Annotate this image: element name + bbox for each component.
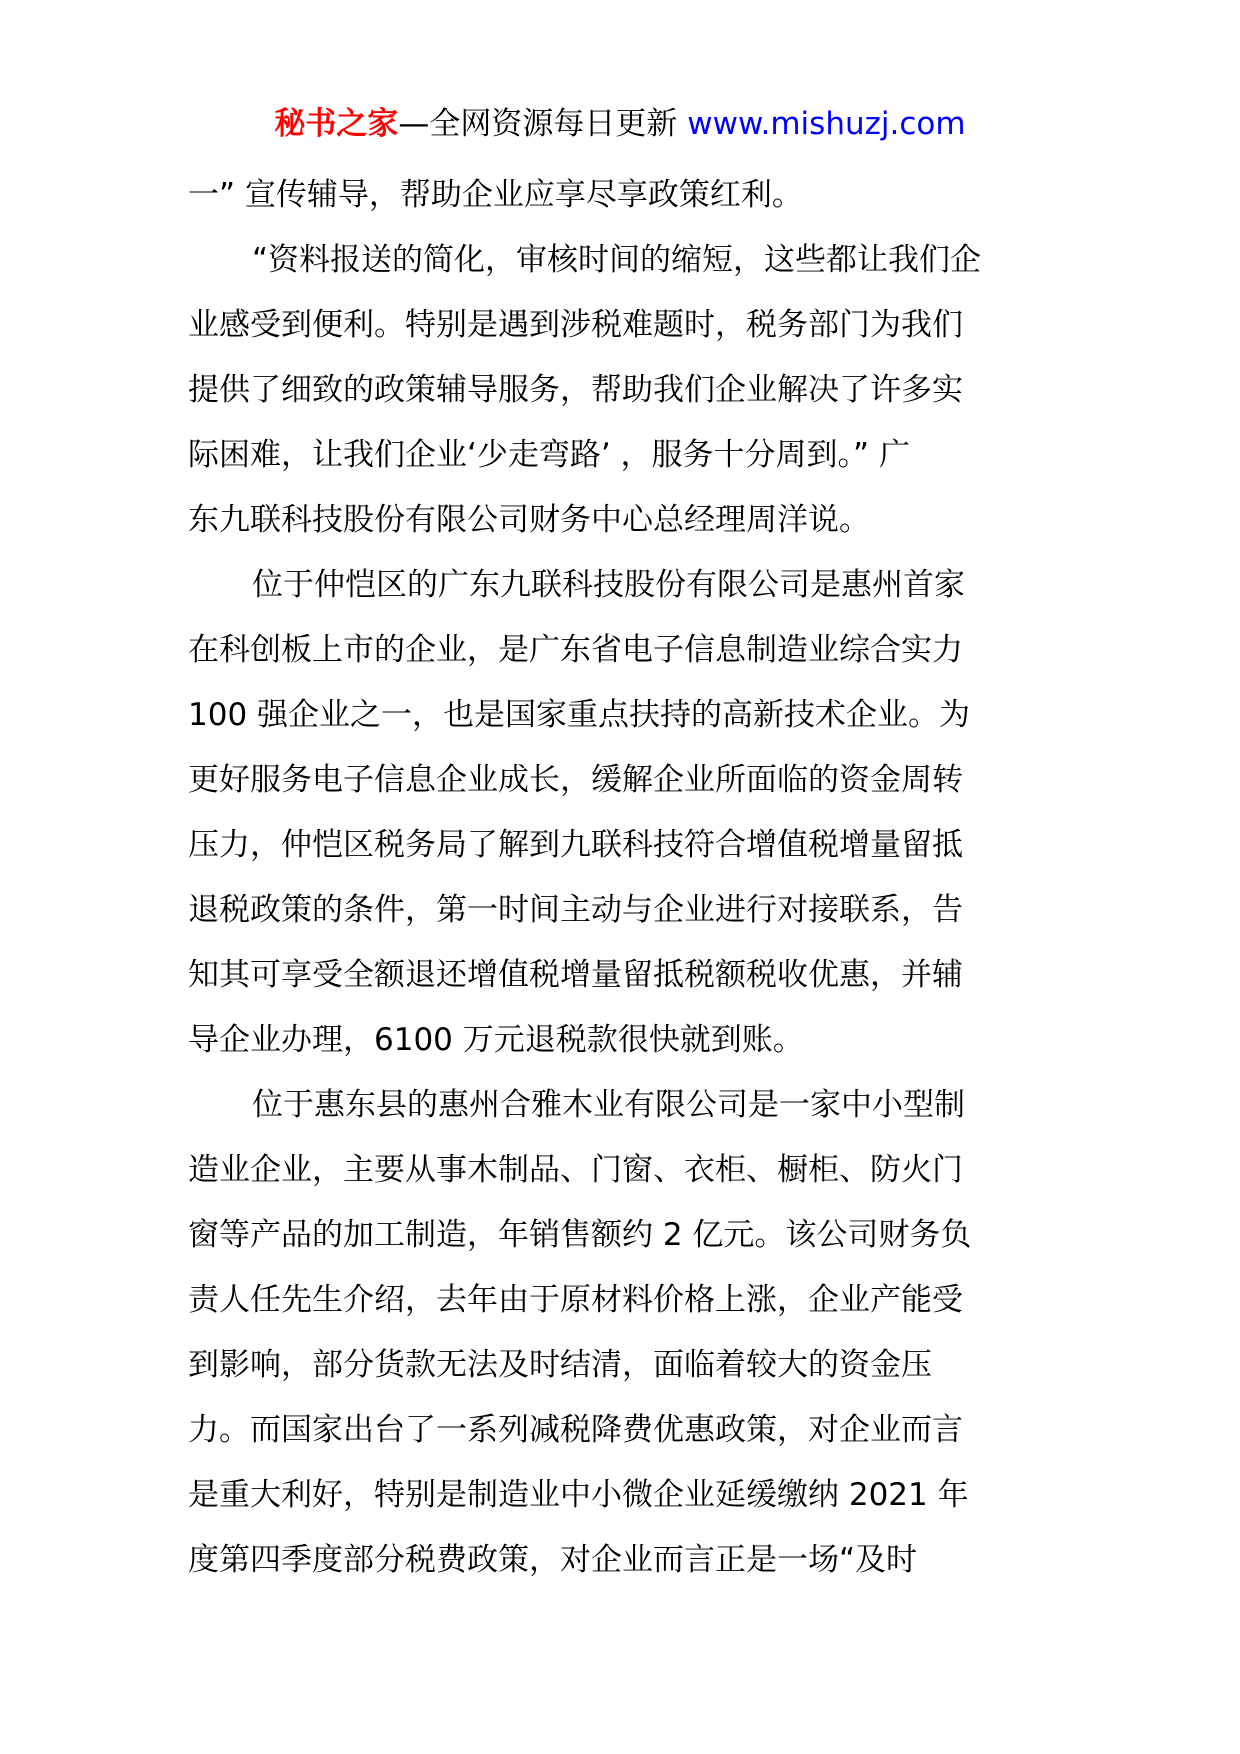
text-line: 责人任先生介绍，去年由于原材料价格上涨，企业产能受 xyxy=(188,1282,963,1318)
text-line: 导企业办理，6100 万元退税款很快就到账。 xyxy=(188,1022,804,1058)
paragraph-jiulian xyxy=(188,553,1058,1073)
paragraph-heya xyxy=(188,1073,1058,1593)
text-line: 东九联科技股份有限公司财务中心总经理周洋说。 xyxy=(188,502,870,538)
brand-name: 秘书之家 xyxy=(274,106,399,142)
text-line: 到影响，部分货款无法及时结清，面临着较大的资金压 xyxy=(188,1347,932,1383)
text-line: 退税政策的条件，第一时间主动与企业进行对接联系，告 xyxy=(188,892,963,928)
text-line: 造业企业，主要从事木制品、门窗、衣柜、橱柜、防火门 xyxy=(188,1152,963,1188)
text-line: 位于仲恺区的广东九联科技股份有限公司是惠州首家 xyxy=(252,567,965,603)
text-line: “资料报送的简化，审核时间的缩短，这些都让我们企 xyxy=(252,242,982,278)
text-line: 窗等产品的加工制造，年销售额约 2 亿元。该公司财务负 xyxy=(188,1217,972,1253)
document-body xyxy=(188,163,1058,1593)
text-line: 力。而国家出台了一系列减税降费优惠政策，对企业而言 xyxy=(188,1412,963,1448)
text-line: 100 强企业之一，也是国家重点扶持的高新技术企业。为 xyxy=(188,697,971,733)
text-line: 度第四季度部分税费政策，对企业而言正是一场“及时 xyxy=(188,1542,918,1578)
text-line: 是重大利好，特别是制造业中小微企业延缓缴纳 2021 年 xyxy=(188,1477,969,1513)
text-line: 一” 宣传辅导，帮助企业应享尽享政策红利。 xyxy=(188,177,803,213)
text-line: 业感受到便利。特别是遇到涉税难题时，税务部门为我们 xyxy=(188,307,963,343)
text-line: 知其可享受全额退还增值税增量留抵税额税收优惠，并辅 xyxy=(188,957,963,993)
text-line: 际困难，让我们企业‘少走弯路’ ，服务十分周到。” 广 xyxy=(188,437,910,473)
site-url-link[interactable]: www.mishuzj.com xyxy=(687,106,966,142)
text-line: 提供了细致的政策辅导服务，帮助我们企业解决了许多实 xyxy=(188,372,963,408)
header-tagline: —全网资源每日更新 xyxy=(398,106,688,142)
paragraph-continuation xyxy=(188,163,1058,228)
text-line: 更好服务电子信息企业成长，缓解企业所面临的资金周转 xyxy=(188,762,963,798)
text-line: 位于惠东县的惠州合雅木业有限公司是一家中小型制 xyxy=(252,1087,965,1123)
text-line: 压力，仲恺区税务局了解到九联科技符合增值税增量留抵 xyxy=(188,827,963,863)
text-line: 在科创板上市的企业，是广东省电子信息制造业综合实力 xyxy=(188,632,963,668)
site-header xyxy=(0,104,1240,144)
paragraph-quote xyxy=(188,228,1058,553)
